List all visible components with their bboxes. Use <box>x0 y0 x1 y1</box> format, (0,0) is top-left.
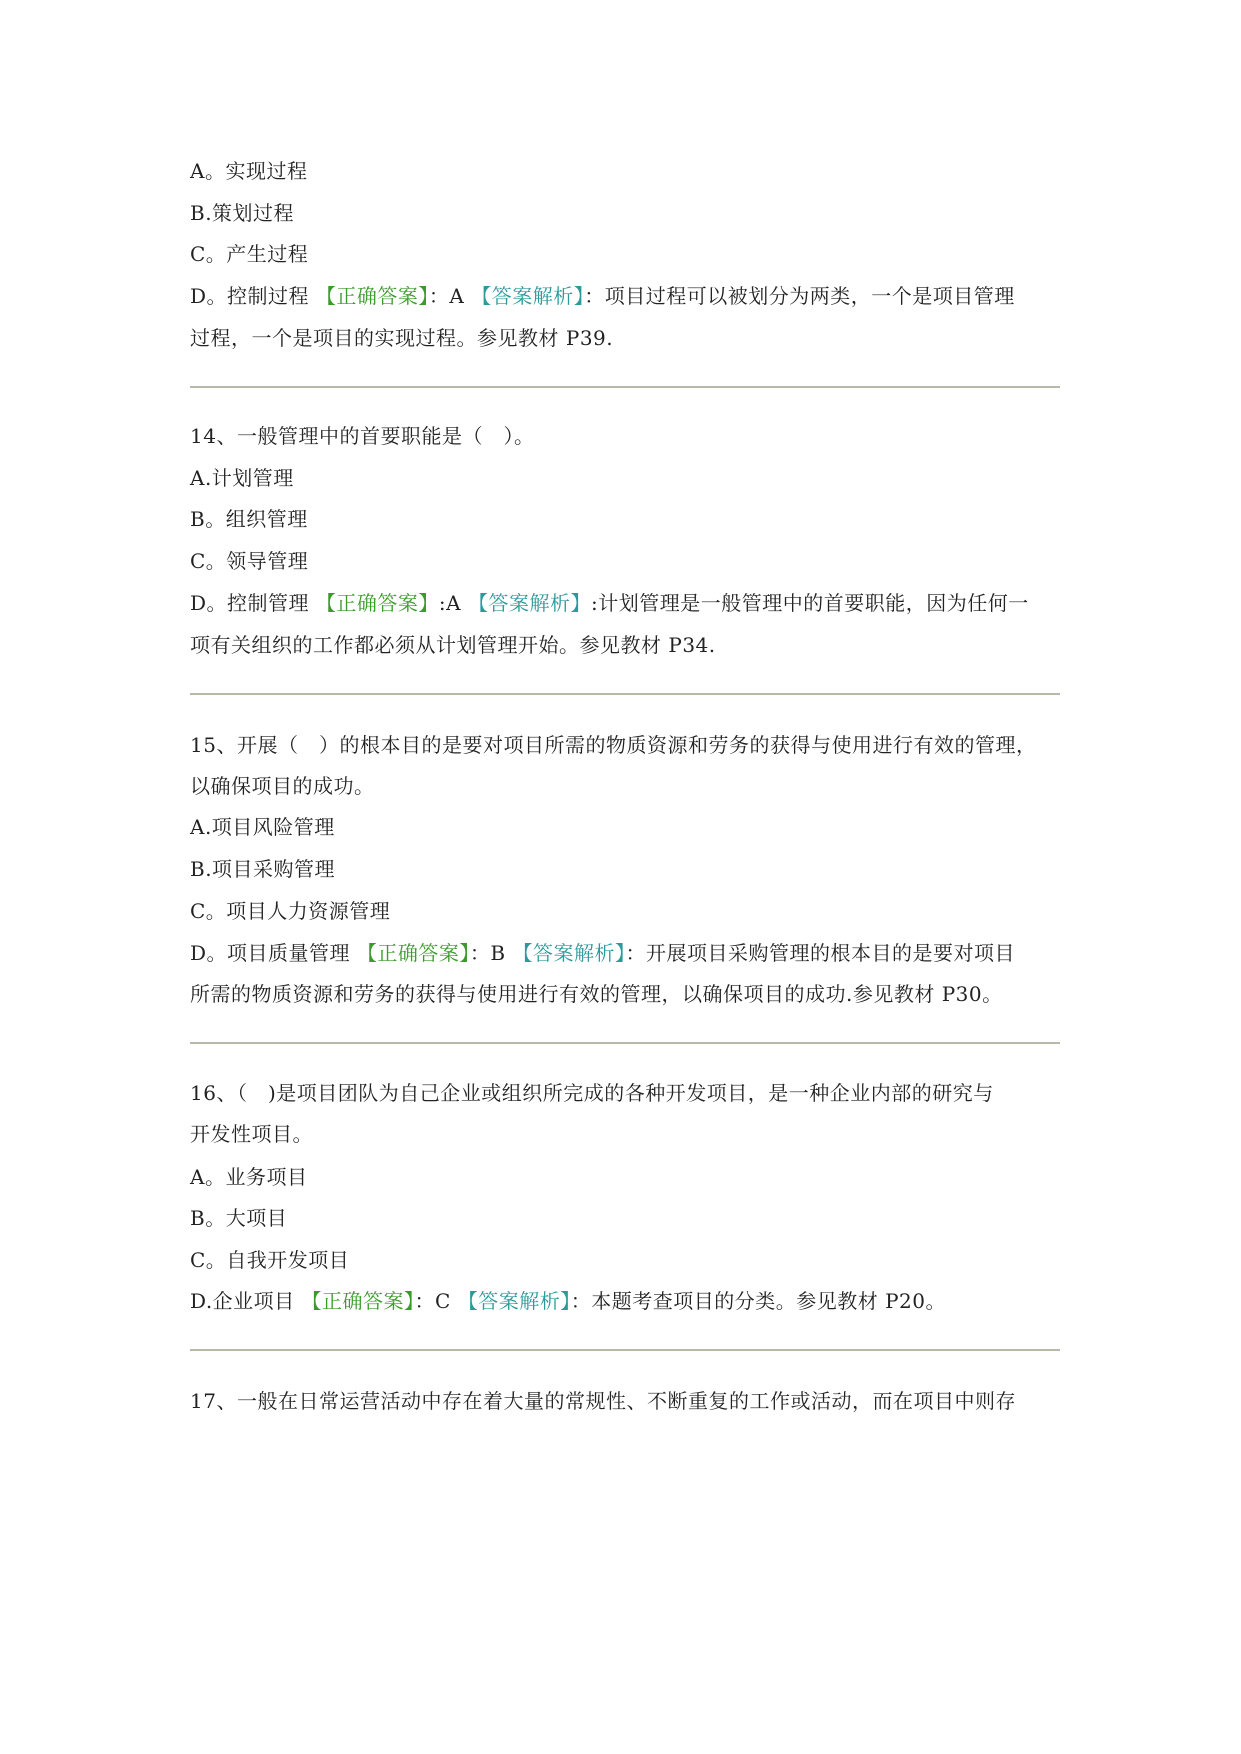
q13-option-c: C。产生过程 <box>190 242 309 266</box>
separator <box>190 1349 1060 1351</box>
q13-correct-label: 【正确答案】 <box>315 284 429 308</box>
q15-option-d: D。项目质量管理 <box>190 941 351 965</box>
separator <box>190 693 1060 695</box>
q14-option-d: D。控制管理 <box>190 591 310 615</box>
q15-analysis-text: ：开展项目采购管理的根本目的是要对项目 <box>625 941 1015 965</box>
q14-analysis-text: :计划管理是一般管理中的首要职能，因为任何一 <box>590 591 1029 615</box>
q14-question: 14、一般管理中的首要职能是（ ）。 <box>190 424 535 448</box>
q15-correct-value: ：B <box>469 941 506 965</box>
q13-option-d-answer <box>190 282 1015 310</box>
q16-option-a: A。业务项目 <box>190 1165 308 1189</box>
q15-analysis-label: 【答案解析】 <box>512 941 626 965</box>
q14-option-b: B。组织管理 <box>190 507 308 531</box>
q14-option-a: A.计划管理 <box>190 466 294 490</box>
q15-question-cont: 以确保项目的成功。 <box>190 774 375 798</box>
q13-analysis-label: 【答案解析】 <box>471 284 585 308</box>
q15-option-c: C。项目人力资源管理 <box>190 899 391 923</box>
q13-option-d: D。控制过程 <box>190 284 310 308</box>
q16-analysis-text: ：本题考查项目的分类。参见教材 P20。 <box>570 1289 946 1313</box>
q16-analysis-label: 【答案解析】 <box>457 1289 571 1313</box>
q16-question-cont: 开发性项目。 <box>190 1122 313 1146</box>
q14-correct-label: 【正确答案】 <box>315 591 439 615</box>
q13-analysis-text-cont: 过程，一个是项目的实现过程。参见教材 P39. <box>190 326 614 350</box>
separator <box>190 386 1060 388</box>
q15-option-b: B.项目采购管理 <box>190 857 336 881</box>
q16-option-b: B。大项目 <box>190 1206 288 1230</box>
q15-question: 15、开展（ ）的根本目的是要对项目所需的物质资源和劳务的获得与使用进行有效的管理， <box>190 733 1037 757</box>
q17-question: 17、一般在日常运营活动中存在着大量的常规性、不断重复的工作或活动，而在项目中则存 <box>190 1389 1016 1413</box>
q15-option-d-answer <box>190 939 1015 967</box>
q14-option-c: C。领导管理 <box>190 549 309 573</box>
q16-question: 16、（ )是项目团队为自己企业或组织所完成的各种开发项目，是一种企业内部的研究与 <box>190 1081 994 1105</box>
q15-correct-label: 【正确答案】 <box>356 941 470 965</box>
q16-correct-value: ：C <box>414 1289 451 1313</box>
q15-analysis-text-cont: 所需的物质资源和劳务的获得与使用进行有效的管理，以确保项目的成功.参见教材 P30。 <box>190 982 1003 1006</box>
separator <box>190 1042 1060 1044</box>
q13-option-a: A。实现过程 <box>190 159 308 183</box>
q15-option-a: A.项目风险管理 <box>190 815 335 839</box>
q14-correct-value: :A <box>438 591 462 615</box>
q14-option-d-answer <box>190 589 1029 617</box>
q13-correct-value: ：A <box>428 284 465 308</box>
q14-analysis-label: 【答案解析】 <box>467 591 591 615</box>
q13-analysis-text: ：项目过程可以被划分为两类，一个是项目管理 <box>584 284 1015 308</box>
q16-option-d: D.企业项目 <box>190 1289 295 1313</box>
q16-correct-label: 【正确答案】 <box>301 1289 415 1313</box>
q14-analysis-text-cont: 项有关组织的工作都必须从计划管理开始。参见教材 P34. <box>190 633 716 657</box>
q16-option-c: C。自我开发项目 <box>190 1248 350 1272</box>
q13-option-b: B.策划过程 <box>190 201 295 225</box>
q16-option-d-answer <box>190 1287 946 1315</box>
